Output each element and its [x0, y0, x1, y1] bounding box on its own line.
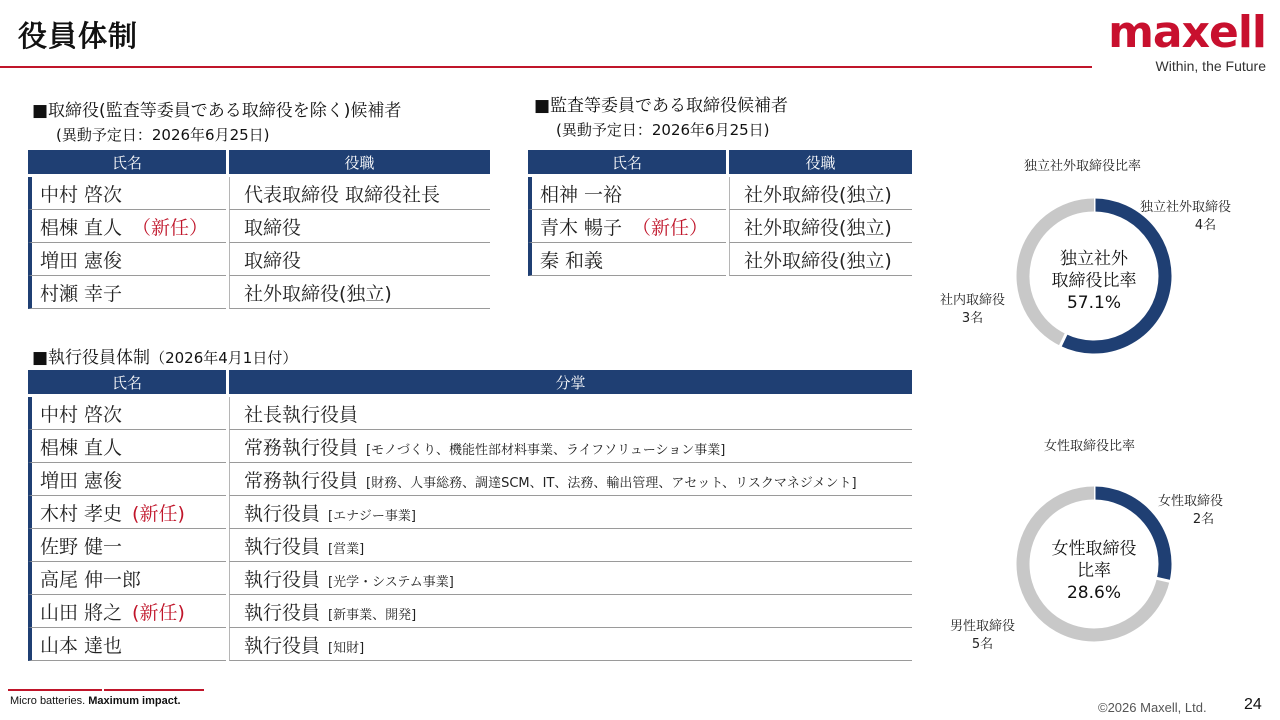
- name-cell: [28, 430, 226, 463]
- center-value: 28.6%: [1066, 583, 1121, 603]
- slice-name: 社内取締役: [940, 293, 1006, 308]
- col-header-position: 役職: [729, 150, 912, 177]
- center-line: 取締役比率: [1051, 271, 1137, 291]
- role-text: 執行役員: [244, 634, 321, 657]
- col-header-duties: 分掌: [229, 370, 912, 397]
- name-cell: [28, 562, 226, 595]
- role-text: 執行役員: [244, 568, 321, 591]
- role-cell: [229, 177, 490, 210]
- name-cell: [528, 177, 726, 210]
- role-cell: [729, 243, 912, 276]
- center-value: 57.1%: [1066, 293, 1121, 313]
- table-row: [28, 562, 912, 595]
- maxell-logo: [1108, 7, 1266, 74]
- new-appointment-badge: (新任): [132, 502, 185, 525]
- role-cell: [229, 562, 912, 595]
- person-name: 山田 將之: [40, 601, 123, 624]
- role-cell: [229, 430, 912, 463]
- duty-detail: [光学・システム事業]: [328, 574, 454, 590]
- duty-detail: [財務、人事総務、調達SCM、IT、法務、輸出管理、アセット、リスクマネジメント]: [366, 475, 857, 491]
- role-text: 社外取締役(独立): [244, 282, 392, 305]
- audit-date: (異動予定日：2026年6月25日): [556, 121, 770, 139]
- footer-slogan: [10, 695, 181, 707]
- role-text: 社外取締役(独立): [744, 183, 892, 206]
- name-cell: [28, 210, 226, 243]
- duty-detail: [モノづくり、機能性部材料事業、ライフソリューション事業]: [366, 442, 726, 458]
- new-appointment-badge: (新任): [132, 601, 185, 624]
- footer-rule: [8, 689, 102, 691]
- name-cell: [28, 496, 226, 529]
- new-appointment-badge: （新任）: [632, 216, 709, 239]
- col-header-position: 役職: [229, 150, 490, 177]
- logo-wordmark: maxell: [1108, 7, 1266, 58]
- role-text: 執行役員: [244, 535, 321, 558]
- role-cell: [229, 628, 912, 661]
- role-text: 常務執行役員: [244, 436, 359, 459]
- name-cell: [28, 177, 226, 210]
- table-row: [528, 243, 912, 276]
- person-name: 増田 憲俊: [40, 469, 123, 492]
- name-cell: [28, 628, 226, 661]
- copyright: ©2026 Maxell, Ltd.: [1098, 700, 1207, 715]
- duty-detail: [新事業、開発]: [328, 607, 417, 623]
- person-name: 秦 和義: [540, 249, 604, 272]
- page-title: 役員体制: [18, 19, 139, 53]
- audit-table: [525, 150, 915, 276]
- table-row: [528, 177, 912, 210]
- table-row: [528, 210, 912, 243]
- name-cell: [528, 243, 726, 276]
- slice-count: 4名: [1194, 218, 1217, 233]
- table-row: [28, 496, 912, 529]
- slice-count: 2名: [1192, 512, 1215, 527]
- table-row: [28, 595, 912, 628]
- slice-name: 女性取締役: [1158, 494, 1224, 509]
- role-cell: [229, 463, 912, 496]
- col-header-name: 氏名: [28, 370, 226, 397]
- slice-count: 5名: [971, 637, 994, 652]
- role-text: 執行役員: [244, 502, 321, 525]
- role-cell: [729, 210, 912, 243]
- slice-label-independent: [1140, 199, 1231, 235]
- slice-name: 男性取締役: [950, 619, 1016, 634]
- slice-name: 独立社外取締役: [1140, 200, 1232, 215]
- table-row: [28, 529, 912, 562]
- name-cell: [28, 243, 226, 276]
- directors-date: (異動予定日：2026年6月25日): [56, 126, 270, 144]
- name-cell: [28, 276, 226, 309]
- duty-detail: [知財]: [328, 640, 365, 656]
- page-number: 24: [1244, 696, 1262, 713]
- role-cell: [229, 496, 912, 529]
- role-cell: [229, 276, 490, 309]
- directors-rows: [28, 177, 490, 309]
- name-cell: [28, 463, 226, 496]
- role-text: 執行役員: [244, 601, 321, 624]
- role-cell: [229, 595, 912, 628]
- table-row: [28, 276, 490, 309]
- slice-count: 3名: [961, 311, 984, 326]
- name-cell: [528, 210, 726, 243]
- new-appointment-badge: （新任）: [132, 216, 209, 239]
- person-name: 椙棟 直人: [40, 216, 123, 239]
- role-text: 取締役: [244, 249, 302, 272]
- table-row: [28, 243, 490, 276]
- role-cell: [229, 397, 912, 430]
- person-name: 佐野 健一: [40, 535, 123, 558]
- role-text: 常務執行役員: [244, 469, 359, 492]
- center-line: 独立社外: [1060, 249, 1128, 269]
- role-text: 社外取締役(独立): [744, 249, 892, 272]
- slice-label-internal: [940, 292, 1005, 328]
- directors-heading: ■取締役(監査等委員である取締役を除く)候補者: [32, 101, 402, 121]
- person-name: 中村 啓次: [40, 403, 123, 426]
- person-name: 青木 暢子: [540, 216, 623, 239]
- role-text: 社長執行役員: [244, 403, 359, 426]
- officers-rows: [28, 397, 912, 661]
- table-row: [28, 177, 490, 210]
- chart-title-female: 女性取締役比率: [1044, 439, 1136, 454]
- slice-label-male: [950, 618, 1015, 654]
- table-row: [28, 628, 912, 661]
- person-name: 増田 憲俊: [40, 249, 123, 272]
- chart-title-independent: 独立社外取締役比率: [1024, 159, 1142, 174]
- role-cell: [229, 243, 490, 276]
- name-cell: [28, 529, 226, 562]
- duty-detail: [営業]: [328, 541, 365, 557]
- audit-rows: [528, 177, 912, 276]
- slogan-b: Maximum impact.: [88, 695, 181, 707]
- directors-table: [25, 150, 493, 309]
- person-name: 村瀬 幸子: [40, 282, 123, 305]
- person-name: 山本 達也: [40, 634, 123, 657]
- role-cell: [229, 210, 490, 243]
- person-name: 高尾 伸一郎: [40, 568, 142, 591]
- col-header-name: 氏名: [528, 150, 726, 177]
- table-row: [28, 430, 912, 463]
- role-text: 取締役: [244, 216, 302, 239]
- center-line: 女性取締役: [1051, 539, 1137, 559]
- person-name: 木村 孝史: [40, 502, 123, 525]
- table-row: [28, 210, 490, 243]
- col-header-name: 氏名: [28, 150, 226, 177]
- role-text: 代表取締役 取締役社長: [244, 183, 441, 206]
- person-name: 椙棟 直人: [40, 436, 123, 459]
- officers-heading-text: ■執行役員体制: [32, 348, 151, 368]
- donut-center-female: [1024, 538, 1164, 604]
- table-row: [28, 463, 912, 496]
- duty-detail: [エナジー事業]: [328, 508, 416, 524]
- table-row: [28, 397, 912, 430]
- slogan-a: Micro batteries.: [10, 695, 86, 707]
- officers-table: [25, 370, 915, 661]
- title-divider: [0, 66, 1092, 68]
- officers-date: （2026年4月1日付）: [150, 349, 298, 367]
- person-name: 中村 啓次: [40, 183, 123, 206]
- role-cell: [729, 177, 912, 210]
- role-cell: [229, 529, 912, 562]
- role-text: 社外取締役(独立): [744, 216, 892, 239]
- person-name: 相神 一裕: [540, 183, 623, 206]
- slice-label-female: [1158, 493, 1223, 529]
- footer-rule: [104, 689, 204, 691]
- logo-tagline: Within, the Future: [1155, 58, 1266, 74]
- name-cell: [28, 595, 226, 628]
- audit-heading: ■監査等委員である取締役候補者: [534, 96, 789, 116]
- center-line: 比率: [1077, 561, 1111, 581]
- officers-heading: [32, 343, 297, 368]
- name-cell: [28, 397, 226, 430]
- donut-center-independent: [1024, 248, 1164, 314]
